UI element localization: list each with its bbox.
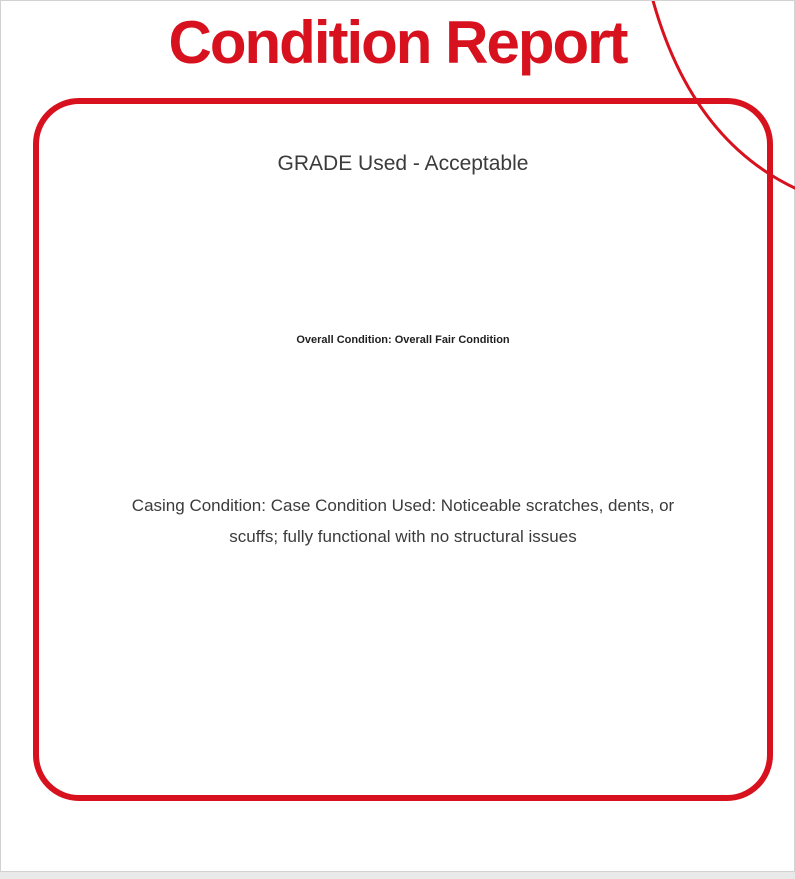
page-title: Condition Report <box>168 9 627 76</box>
overall-condition-text: Overall Condition: Overall Fair Condition <box>296 334 510 346</box>
casing-condition-line-1: Casing Condition: Case Condition Used: Noticeable scratches, dents, or <box>131 496 675 515</box>
casing-condition-text <box>89 490 717 552</box>
grade-heading: GRADE Used - Acceptable <box>277 152 529 175</box>
report-card <box>33 98 773 801</box>
casing-condition-line-2: scuffs; fully functional with no structural issues <box>229 527 577 546</box>
